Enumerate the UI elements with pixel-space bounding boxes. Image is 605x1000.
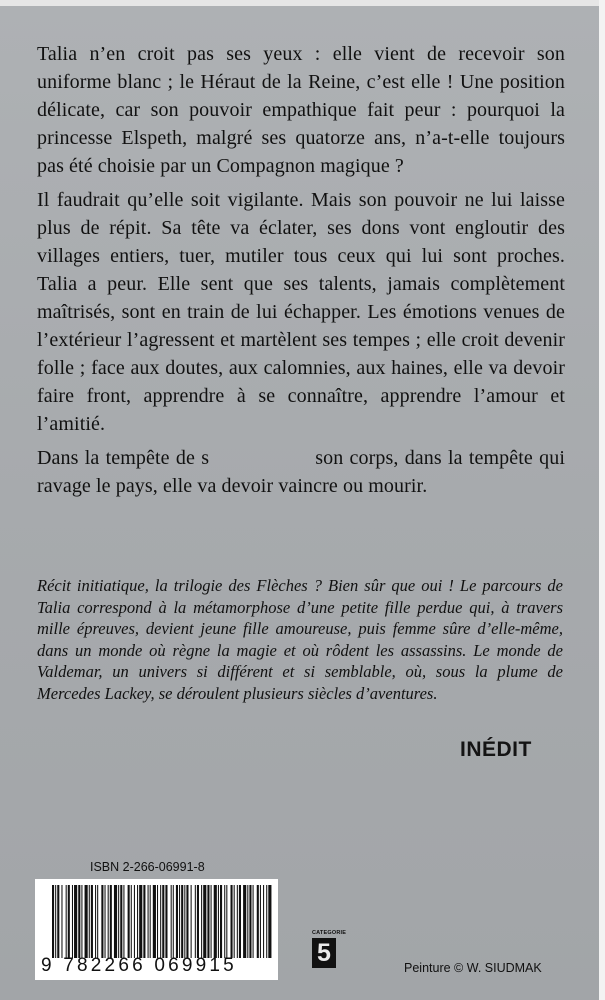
blurb	[37, 575, 563, 704]
cover-top-edge	[0, 0, 605, 6]
barcode-bars	[52, 885, 272, 958]
synopsis-paragraph-3: Dans la tempête de s son corps, dans la tempête qui ravage le pays, elle va devoir vaincre ou mourir.	[37, 447, 571, 497]
synopsis	[37, 40, 571, 506]
category-label: CATEGORIE	[312, 930, 347, 936]
isbn-label: ISBN 2-266-06991-8	[90, 860, 205, 874]
cover-art-credit: Peinture © W. SIUDMAK	[404, 961, 542, 975]
blurb-text: Récit initiatique, la trilogie des Flèches ? Bien sûr que oui ! Le parcours de Talia correspond à la métamorphose d’une petite fille perdue qui, à travers mille épreuves, devient jeune fille amoureuse, puis femme sûre d’elle-même, dans un monde où règne la magie et où rôdent les assassins. Le monde de Valdemar, un univers si différent et si semblable, où, sous la plume de Mercedes Lackey, se déroulent plusieurs siècles d’aventures.	[37, 576, 563, 703]
cover-right-edge	[599, 0, 605, 1000]
barcode-digits: 9 782266 069915	[41, 955, 237, 976]
barcode	[35, 879, 278, 980]
category-number: 5	[312, 938, 336, 968]
category-badge	[312, 930, 347, 972]
synopsis-paragraph-1: Talia n’en croit pas ses yeux : elle vient de recevoir son uniforme blanc ; le Héraut de la Reine, c’est elle ! Une position délicate, car son pouvoir empathique fait peur : pourquoi la princesse Elspeth, malgré ses quatorze ans, n’a-t-elle toujours pas été choisie par un Compagnon magique ?	[37, 43, 565, 177]
synopsis-paragraph-2: Il faudrait qu’elle soit vigilante. Mais son pouvoir ne lui laisse plus de répit. Sa tête va éclater, ses dons vont engloutir des villages entiers, tuer, mutiler tous ceux qui lui sont proches. Talia a peur. Elle sent que ses talents, jamais complètement maîtrisés, sont en train de lui échapper. Les émotions venues de l’extérieur l’agressent et martèlent ses tempes ; elle croit devenir folle ; face aux doutes, aux calomnies, aux haines, elle va devoir faire front, apprendre à se connaître, apprendre l’amour et l’amitié.	[37, 189, 565, 435]
inedit-badge: INÉDIT	[460, 738, 532, 761]
